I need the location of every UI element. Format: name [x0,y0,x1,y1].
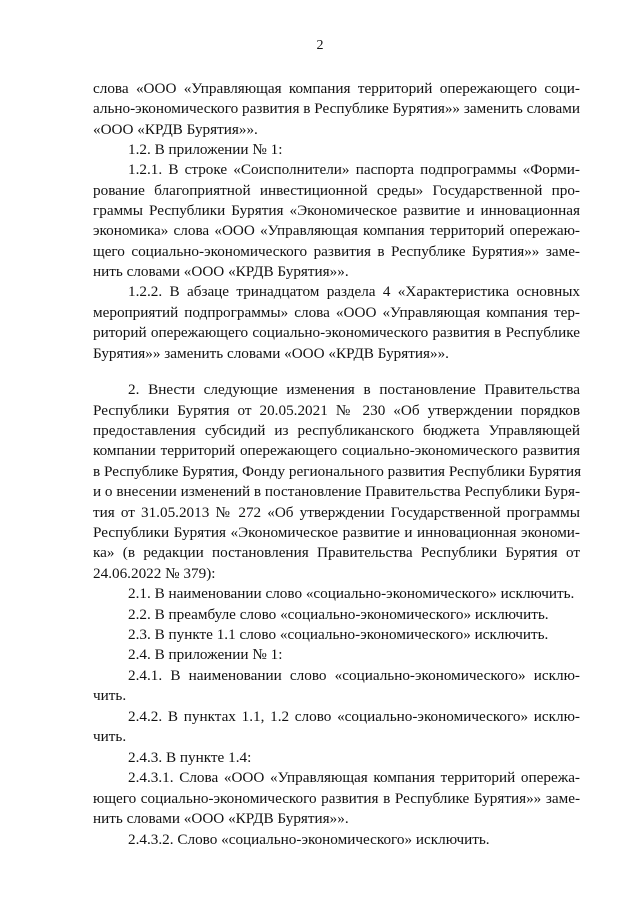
text-line: 1.2.1. В строке «Соисполнители» паспорта подпрограммы «Форми- [128,161,580,178]
text-line: чить. [93,728,127,745]
text-line: 2.4.2. В пунктах 1.1, 1.2 слово «социально-экономического» исклю- [128,708,580,725]
text-line: в Республике Бурятия, Фонду регионального развития Республики Бурятия [93,463,582,480]
text-line: щего социально-экономического развития в Республике Бурятия»» заме- [93,243,580,260]
text-line: 2.4.3. В пункте 1.4: [128,749,252,766]
text-line: слова «ООО «Управляющая компания территорий опережающего соци- [93,80,580,97]
text-line: 2.1. В наименовании слово «социально-экономического» исключить. [128,585,575,602]
text-line: нить словами «ООО «КРДВ Бурятия»». [93,263,349,280]
text-line: ально-экономического развития в Республике Бурятия»» заменить словами [93,100,580,117]
text-line: рование благоприятной инвестиционной среды» Государственной про- [93,182,580,199]
text-line: чить. [93,687,127,704]
text-line: ка» (в редакции постановления Правительства Республики Бурятия от [93,544,580,561]
text-line: риторий опережающего социально-экономического развития в Республике [93,324,580,341]
text-line: граммы Республики Бурятия «Экономическое развитие и инновационная [93,202,580,219]
text-line: 2.2. В преамбуле слово «социально-экономического» исключить. [128,606,549,623]
text-line: 2. Внести следующие изменения в постановление Правительства [128,381,580,398]
text-line: Бурятия»» заменить словами «ООО «КРДВ Бурятия»». [93,345,449,362]
text-line: «ООО «КРДВ Бурятия»». [93,121,258,138]
text-line: 24.06.2022 № 379): [93,565,216,582]
text-line: 2.3. В пункте 1.1 слово «социально-экономического» исключить. [128,626,549,643]
page-number: 2 [316,38,324,53]
text-line: Республики Бурятия «Экономическое развитие и инновационная экономи- [93,524,580,541]
text-line: Республики Бурятия от 20.05.2021 № 230 «Об утверждении порядков [93,402,580,419]
text-line: компании территорий опережающего социально-экономического развития [93,442,580,459]
text-line: 2.4.3.1. Слова «ООО «Управляющая компания территорий опережа- [128,769,580,786]
text-line: 1.2. В приложении № 1: [128,141,283,158]
text-line: предоставления субсидий из республиканского бюджета Управляющей [93,422,580,439]
text-line: 1.2.2. В абзаце тринадцатом раздела 4 «Характеристика основных [128,283,580,300]
text-line: 2.4. В приложении № 1: [128,646,283,663]
text-line: 2.4.1. В наименовании слово «социально-экономического» исклю- [128,667,580,684]
text-line: ющего социально-экономического развития в Республике Бурятия»» заме- [93,790,580,807]
text-line: и о внесении изменений в постановление Правительства Республики Буря- [93,483,581,500]
text-line: 2.4.3.2. Слово «социально-экономического» исключить. [128,831,490,848]
text-line: тия от 31.05.2013 № 272 «Об утверждении Государственной программы [93,504,580,521]
text-line: нить словами «ООО «КРДВ Бурятия»». [93,810,349,827]
text-line: мероприятий подпрограммы» слова «ООО «Управляющая компания тер- [93,304,580,321]
text-line: экономика» слова «ООО «Управляющая компания территорий опережаю- [93,222,580,239]
